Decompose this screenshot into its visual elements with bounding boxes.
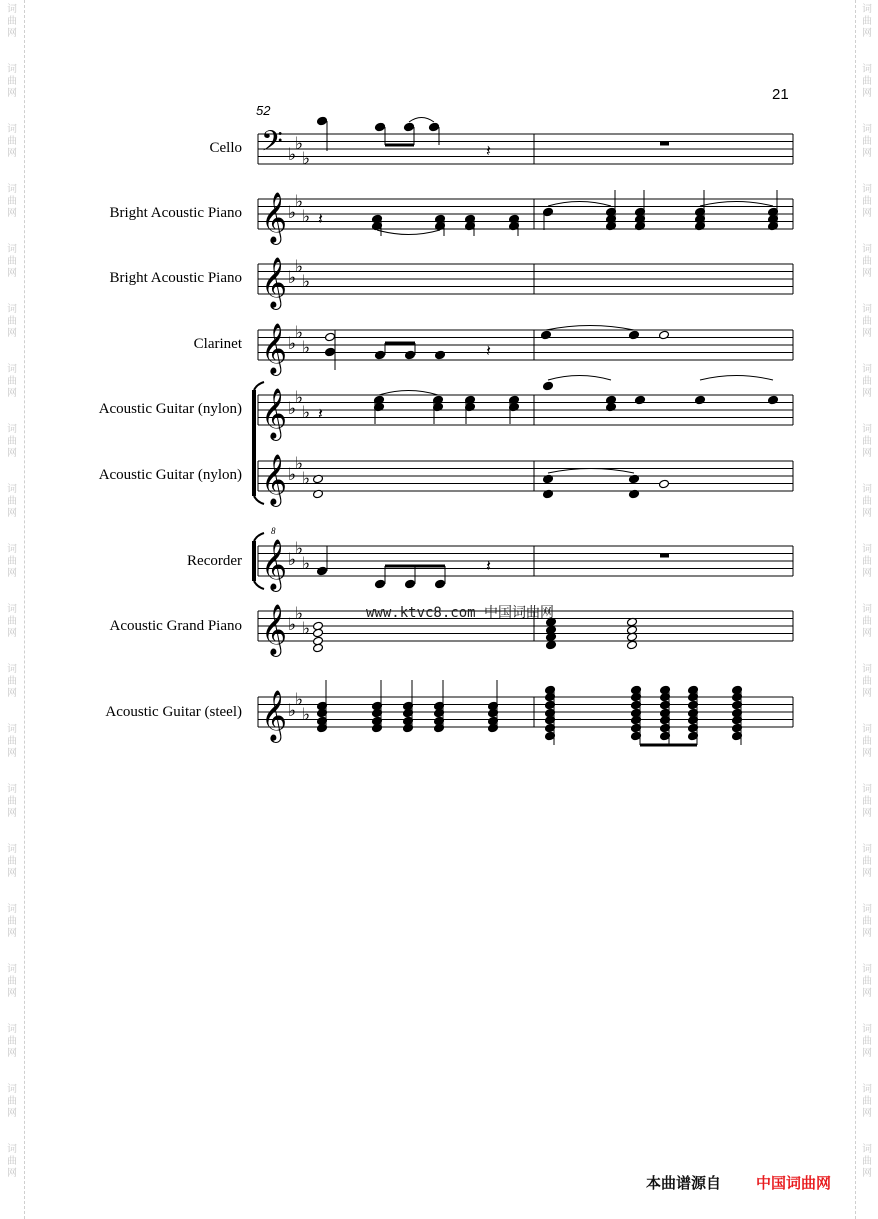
strip-watermark-char: 曲 bbox=[7, 76, 17, 87]
flat-icon: ♭ bbox=[302, 272, 311, 292]
instrument-name-clarinet: Clarinet bbox=[193, 336, 242, 352]
tie bbox=[548, 469, 634, 474]
strip-watermark-char: 网 bbox=[7, 28, 17, 39]
strip-watermark-char: 词 bbox=[7, 904, 17, 915]
strip-watermark-char: 词 bbox=[7, 184, 17, 195]
note-head bbox=[317, 566, 328, 576]
tie bbox=[700, 202, 773, 207]
whole-rest-icon bbox=[660, 554, 669, 558]
strip-watermark-char: 网 bbox=[862, 628, 872, 639]
instrument-name-recorder: Recorder bbox=[187, 553, 242, 569]
strip-watermark-char: 词 bbox=[862, 424, 872, 435]
note-head bbox=[541, 330, 552, 340]
instrument-name-nylon-guitar-2: Acoustic Guitar (nylon) bbox=[98, 467, 242, 483]
flat-icon: ♭ bbox=[302, 403, 311, 423]
flat-icon: ♭ bbox=[288, 701, 297, 721]
strip-watermark-char: 曲 bbox=[862, 1036, 872, 1047]
instrument-name-steel-guitar: Acoustic Guitar (steel) bbox=[105, 704, 242, 720]
quarter-rest-icon: 𝄽 bbox=[486, 341, 491, 360]
strip-watermark-char: 词 bbox=[862, 1024, 872, 1035]
strip-watermark-char: 网 bbox=[7, 688, 17, 699]
strip-watermark-char: 词 bbox=[7, 724, 17, 735]
note-head bbox=[435, 579, 446, 589]
note-head bbox=[313, 643, 324, 653]
strip-watermark-char: 曲 bbox=[7, 16, 17, 27]
strip-watermark-char: 词 bbox=[862, 664, 872, 675]
strip-watermark-char: 词 bbox=[7, 1024, 17, 1035]
flat-icon: ♭ bbox=[288, 145, 297, 165]
strip-watermark-char: 词 bbox=[862, 784, 872, 795]
quarter-rest-icon: 𝄽 bbox=[486, 556, 491, 575]
instrument-name-bright-piano-1: Bright Acoustic Piano bbox=[109, 205, 242, 221]
strip-watermark-char: 词 bbox=[862, 904, 872, 915]
strip-watermark-char: 词 bbox=[7, 244, 17, 255]
strip-watermark-char: 词 bbox=[862, 1084, 872, 1095]
strip-watermark-char: 词 bbox=[862, 304, 872, 315]
note-head bbox=[546, 640, 557, 650]
strip-watermark-char: 词 bbox=[862, 964, 872, 975]
tie bbox=[377, 230, 440, 235]
strip-watermark-char: 网 bbox=[7, 268, 17, 279]
treble-clef-icon: 𝄞 bbox=[261, 539, 288, 590]
strip-watermark-char: 曲 bbox=[7, 796, 17, 807]
strip-watermark-char: 曲 bbox=[862, 436, 872, 447]
strip-watermark-char: 词 bbox=[7, 544, 17, 555]
flat-icon: ♭ bbox=[288, 615, 297, 635]
footer-site-name: 中国词曲网 bbox=[756, 1174, 832, 1192]
note-head bbox=[659, 330, 670, 340]
strip-watermark-char: 词 bbox=[862, 364, 872, 375]
strip-watermark-char: 曲 bbox=[862, 976, 872, 987]
tie bbox=[546, 326, 634, 331]
quarter-rest-icon: 𝄽 bbox=[486, 141, 491, 160]
strip-watermark-char: 网 bbox=[7, 1168, 17, 1179]
strip-watermark-char: 网 bbox=[7, 1108, 17, 1119]
strip-watermark-char: 曲 bbox=[7, 1096, 17, 1107]
flat-icon: ♭ bbox=[288, 465, 297, 485]
flat-icon: ♭ bbox=[302, 469, 311, 489]
quarter-rest-icon: 𝄽 bbox=[318, 404, 323, 423]
strip-watermark-char: 曲 bbox=[862, 376, 872, 387]
strip-watermark-char: 曲 bbox=[7, 1036, 17, 1047]
tie bbox=[409, 118, 434, 123]
strip-watermark-char: 曲 bbox=[862, 556, 872, 567]
strip-watermark-char: 曲 bbox=[7, 316, 17, 327]
note-head bbox=[325, 332, 336, 342]
flat-icon: ♭ bbox=[288, 399, 297, 419]
strip-watermark-char: 网 bbox=[7, 508, 17, 519]
strip-watermark-char: 曲 bbox=[862, 196, 872, 207]
strip-watermark-char: 网 bbox=[862, 1168, 872, 1179]
strip-watermark-char: 网 bbox=[862, 988, 872, 999]
flat-icon: ♭ bbox=[295, 604, 304, 624]
flat-icon: ♭ bbox=[288, 550, 297, 570]
strip-watermark-char: 网 bbox=[862, 28, 872, 39]
flat-icon: ♭ bbox=[295, 134, 304, 154]
strip-watermark-char: 网 bbox=[7, 748, 17, 759]
strip-watermark-char: 词 bbox=[7, 964, 17, 975]
strip-watermark-char: 网 bbox=[862, 328, 872, 339]
whole-rest-icon bbox=[660, 142, 669, 146]
strip-watermark-char: 词 bbox=[862, 124, 872, 135]
strip-watermark-char: 曲 bbox=[862, 16, 872, 27]
strip-watermark-char: 网 bbox=[7, 388, 17, 399]
note-head bbox=[635, 395, 646, 405]
note-head bbox=[313, 628, 324, 638]
treble-clef-icon: 𝄞 bbox=[261, 192, 288, 243]
flat-icon: ♭ bbox=[302, 338, 311, 358]
note-head bbox=[627, 640, 638, 650]
strip-watermark-char: 网 bbox=[862, 208, 872, 219]
strip-watermark-char: 曲 bbox=[862, 856, 872, 867]
strip-watermark-char: 网 bbox=[7, 868, 17, 879]
flat-icon: ♭ bbox=[295, 454, 304, 474]
note-head bbox=[375, 122, 386, 132]
strip-watermark-char: 网 bbox=[7, 148, 17, 159]
strip-watermark-char: 网 bbox=[7, 568, 17, 579]
strip-watermark-char: 曲 bbox=[7, 376, 17, 387]
strip-watermark-char: 网 bbox=[862, 88, 872, 99]
flat-icon: ♭ bbox=[302, 705, 311, 725]
strip-watermark-char: 网 bbox=[862, 508, 872, 519]
instrument-name-nylon-guitar-1: Acoustic Guitar (nylon) bbox=[98, 401, 242, 417]
strip-watermark-char: 词 bbox=[7, 124, 17, 135]
strip-watermark-char: 曲 bbox=[7, 136, 17, 147]
measure-number: 52 bbox=[256, 103, 271, 118]
treble-clef-icon: 𝄞 bbox=[261, 257, 288, 308]
strip-watermark-char: 词 bbox=[7, 1144, 17, 1155]
strip-watermark-char: 网 bbox=[862, 808, 872, 819]
strip-watermark-char: 曲 bbox=[7, 676, 17, 687]
flat-icon: ♭ bbox=[302, 554, 311, 574]
note-head bbox=[405, 579, 416, 589]
flat-icon: ♭ bbox=[295, 323, 304, 343]
strip-watermark-char: 词 bbox=[7, 364, 17, 375]
note-head bbox=[629, 330, 640, 340]
strip-watermark-char: 网 bbox=[862, 1048, 872, 1059]
strip-watermark-char: 网 bbox=[7, 88, 17, 99]
strip-watermark-char: 词 bbox=[862, 184, 872, 195]
note-head bbox=[405, 350, 416, 360]
treble-clef-icon: 𝄞 bbox=[261, 690, 288, 741]
strip-watermark-char: 网 bbox=[7, 928, 17, 939]
tie bbox=[548, 202, 611, 207]
strip-watermark-char: 网 bbox=[862, 748, 872, 759]
strip-watermark-char: 词 bbox=[7, 424, 17, 435]
strip-watermark-char: 曲 bbox=[7, 496, 17, 507]
strip-watermark-char: 网 bbox=[7, 208, 17, 219]
strip-watermark-char: 曲 bbox=[7, 616, 17, 627]
tie bbox=[379, 391, 438, 396]
strip-watermark-char: 曲 bbox=[862, 916, 872, 927]
flat-icon: ♭ bbox=[302, 619, 311, 639]
note-head bbox=[404, 122, 415, 132]
tie bbox=[700, 376, 773, 381]
strip-watermark-char: 网 bbox=[7, 808, 17, 819]
watermark-text: www.ktvc8.com 中国词曲网 bbox=[366, 605, 555, 621]
strip-watermark-char: 曲 bbox=[862, 316, 872, 327]
strip-watermark-char: 网 bbox=[862, 1108, 872, 1119]
strip-watermark-char: 曲 bbox=[862, 1156, 872, 1167]
strip-watermark-char: 曲 bbox=[862, 736, 872, 747]
strip-watermark-char: 曲 bbox=[862, 136, 872, 147]
strip-watermark-char: 曲 bbox=[7, 256, 17, 267]
strip-watermark-char: 词 bbox=[862, 544, 872, 555]
strip-watermark-char: 词 bbox=[7, 64, 17, 75]
strip-watermark-char: 曲 bbox=[7, 736, 17, 747]
strip-watermark-char: 曲 bbox=[862, 256, 872, 267]
strip-watermark-char: 曲 bbox=[7, 856, 17, 867]
strip-watermark-char: 词 bbox=[862, 484, 872, 495]
strip-watermark-char: 词 bbox=[7, 484, 17, 495]
quarter-rest-icon: 𝄽 bbox=[318, 209, 323, 228]
instrument-name-bright-piano-2: Bright Acoustic Piano bbox=[109, 270, 242, 286]
strip-watermark-char: 曲 bbox=[7, 436, 17, 447]
note-head bbox=[695, 395, 706, 405]
strip-watermark-char: 曲 bbox=[862, 796, 872, 807]
flat-icon: ♭ bbox=[288, 203, 297, 223]
strip-watermark-char: 曲 bbox=[7, 196, 17, 207]
strip-watermark-char: 词 bbox=[862, 1144, 872, 1155]
strip-watermark-char: 词 bbox=[862, 844, 872, 855]
strip-watermark-char: 曲 bbox=[7, 976, 17, 987]
strip-watermark-char: 词 bbox=[7, 664, 17, 675]
strip-watermark-char: 曲 bbox=[862, 1096, 872, 1107]
flat-icon: ♭ bbox=[295, 388, 304, 408]
strip-watermark-char: 网 bbox=[862, 268, 872, 279]
note-head bbox=[375, 579, 386, 589]
note-head bbox=[317, 116, 328, 126]
strip-watermark-char: 词 bbox=[862, 244, 872, 255]
strip-watermark-char: 词 bbox=[862, 4, 872, 15]
strip-watermark-char: 网 bbox=[862, 448, 872, 459]
strip-watermark-char: 曲 bbox=[862, 496, 872, 507]
strip-watermark-char: 词 bbox=[7, 844, 17, 855]
note-head bbox=[375, 350, 386, 360]
treble-clef-icon: 𝄞 bbox=[261, 604, 288, 655]
strip-watermark-char: 网 bbox=[862, 928, 872, 939]
strip-watermark-char: 词 bbox=[862, 604, 872, 615]
strip-watermark-char: 网 bbox=[7, 988, 17, 999]
strip-watermark-char: 曲 bbox=[862, 76, 872, 87]
strip-watermark-char: 词 bbox=[862, 724, 872, 735]
strip-watermark-char: 曲 bbox=[862, 676, 872, 687]
strip-watermark-char: 曲 bbox=[7, 1156, 17, 1167]
strip-watermark-char: 网 bbox=[7, 328, 17, 339]
strip-watermark-char: 曲 bbox=[7, 916, 17, 927]
note-head bbox=[429, 122, 440, 132]
strip-watermark-char: 词 bbox=[7, 604, 17, 615]
strip-watermark-char: 网 bbox=[862, 868, 872, 879]
note-head bbox=[543, 381, 554, 391]
strip-watermark-char: 网 bbox=[7, 448, 17, 459]
strip-watermark-char: 词 bbox=[7, 784, 17, 795]
strip-watermark-char: 曲 bbox=[7, 556, 17, 567]
note-head bbox=[325, 347, 336, 357]
flat-icon: ♭ bbox=[295, 192, 304, 212]
treble-clef-icon: 𝄞 bbox=[261, 388, 288, 439]
tie bbox=[548, 376, 611, 381]
strip-watermark-char: 词 bbox=[7, 4, 17, 15]
instrument-name-cello: Cello bbox=[209, 140, 242, 156]
bass-clef-icon: 𝄢 bbox=[261, 125, 283, 165]
strip-watermark-char: 网 bbox=[862, 388, 872, 399]
strip-watermark-char: 网 bbox=[7, 628, 17, 639]
octave-marker: 8 bbox=[271, 526, 276, 536]
treble-clef-icon: 𝄞 bbox=[261, 454, 288, 505]
strip-watermark-char: 词 bbox=[7, 1084, 17, 1095]
flat-icon: ♭ bbox=[288, 268, 297, 288]
flat-icon: ♭ bbox=[288, 334, 297, 354]
footer-source-label: 本曲谱源自 bbox=[646, 1174, 722, 1192]
staff-lines bbox=[254, 125, 793, 743]
strip-watermark-char: 网 bbox=[7, 1048, 17, 1059]
flat-icon: ♭ bbox=[295, 539, 304, 559]
strip-watermark-char: 词 bbox=[7, 304, 17, 315]
strip-watermark-char: 网 bbox=[862, 688, 872, 699]
treble-clef-icon: 𝄞 bbox=[261, 323, 288, 374]
strip-watermark-char: 词 bbox=[862, 64, 872, 75]
note-head bbox=[768, 395, 779, 405]
music-notes bbox=[313, 116, 779, 745]
strip-watermark-char: 网 bbox=[862, 148, 872, 159]
flat-icon: ♭ bbox=[302, 207, 311, 227]
page-number: 21 bbox=[772, 86, 789, 103]
strip-watermark-char: 网 bbox=[862, 568, 872, 579]
flat-icon: ♭ bbox=[295, 257, 304, 277]
instrument-name-grand-piano: Acoustic Grand Piano bbox=[109, 618, 242, 634]
flat-icon: ♭ bbox=[295, 690, 304, 710]
strip-watermark-char: 曲 bbox=[862, 616, 872, 627]
note-head bbox=[435, 350, 446, 360]
flat-icon: ♭ bbox=[302, 149, 311, 169]
note-head bbox=[659, 479, 670, 489]
